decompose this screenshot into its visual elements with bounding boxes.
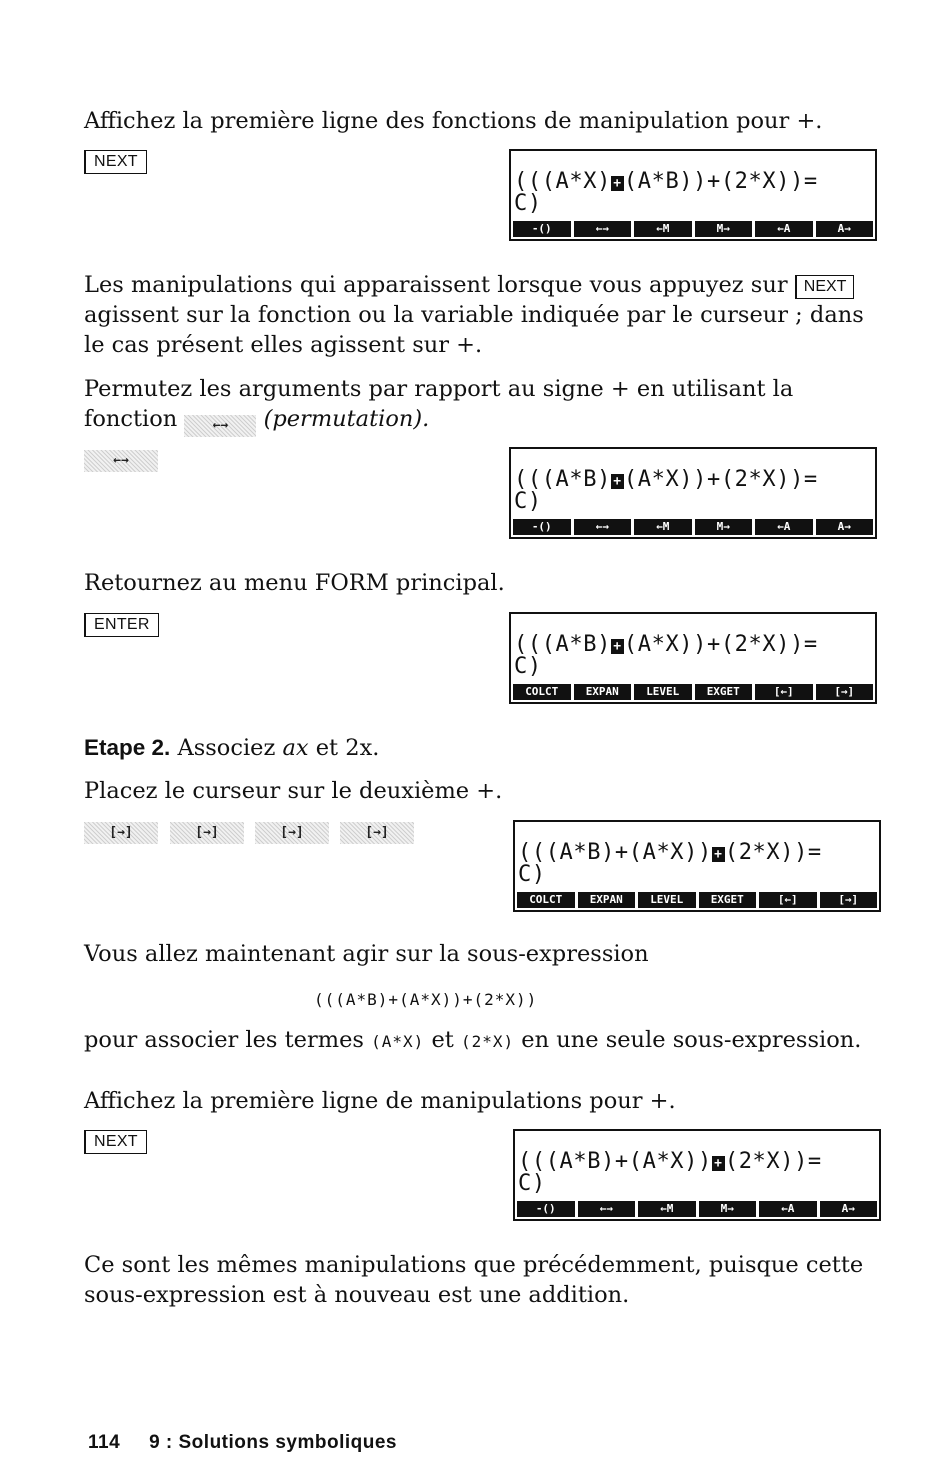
cursor-icon: +: [712, 1156, 725, 1171]
calculator-screen-1: [509, 149, 877, 241]
screen-line-1: (((A*X) + (A*B))+(2*X))=: [514, 169, 818, 194]
menu-key: LEVEL: [638, 892, 696, 908]
cursor-icon: +: [611, 176, 624, 191]
screen-line-2: C): [514, 191, 542, 216]
menu-key: A→: [820, 1201, 878, 1217]
screen-line-2: C): [514, 654, 542, 679]
paragraph-4: Retournez au menu FORM principal.: [84, 570, 505, 596]
paragraph-2: Les manipulations qui apparaissent lorsque vous appuyez sur NEXT agissent sur la fonction ou la variable indiquée par le curseur ; dans le cas présent elles agissent sur +.: [84, 272, 864, 358]
menu-key: COLCT: [517, 892, 575, 908]
enter-key: ENTER: [84, 613, 159, 637]
menu-key: [←]: [759, 892, 817, 908]
menu-key: ←A: [755, 221, 813, 237]
menu-key: [→]: [816, 684, 874, 700]
sub-expression: (((A*B)+(A*X))+(2*X)): [314, 990, 538, 1009]
paragraph-8: Affichez la première ligne de manipulations pour +.: [84, 1088, 676, 1114]
calculator-screen-2: [509, 447, 877, 539]
menu-bar: [513, 519, 873, 535]
paragraph-7: pour associer les termes (A*X) et (2*X) en une seule sous-expression.: [84, 1027, 862, 1053]
menu-bar: [517, 892, 877, 908]
menu-key: [←]: [755, 684, 813, 700]
paragraph-5: Placez le curseur sur le deuxième +.: [84, 778, 503, 804]
menu-key: ←M: [634, 221, 692, 237]
menu-bar: [513, 684, 873, 700]
screen-line-2: C): [518, 862, 546, 887]
menu-key: -(): [517, 1201, 575, 1217]
right-softkey-2: [→]: [170, 822, 244, 844]
menu-key: ←M: [634, 519, 692, 535]
menu-key: ←→: [578, 1201, 636, 1217]
menu-key: EXPAN: [574, 684, 632, 700]
screen-line-2: C): [514, 489, 542, 514]
menu-bar: [517, 1201, 877, 1217]
menu-bar: [513, 221, 873, 237]
paragraph-9: Ce sont les mêmes manipulations que précédemment, puisque cette sous-expression est à nouveau est une addition.: [84, 1252, 864, 1308]
next-key: NEXT: [84, 1130, 147, 1154]
right-softkey-1: [→]: [84, 822, 158, 844]
menu-key: EXGET: [695, 684, 753, 700]
menu-key: ←M: [638, 1201, 696, 1217]
paragraph-6: Vous allez maintenant agir sur la sous-expression: [84, 941, 649, 967]
menu-key: A→: [816, 519, 874, 535]
paragraph-3: Permutez les arguments par rapport au signe + en utilisant la fonction ←→ (permutation).: [84, 374, 874, 437]
swap-softkey-inline: ←→: [184, 415, 256, 437]
cursor-icon: +: [611, 639, 624, 654]
swap-softkey: ←→: [84, 450, 158, 472]
menu-key: EXGET: [699, 892, 757, 908]
menu-key: COLCT: [513, 684, 571, 700]
menu-key: ←A: [755, 519, 813, 535]
menu-key: A→: [816, 221, 874, 237]
next-key: NEXT: [84, 150, 147, 174]
page-number: 114: [88, 1432, 121, 1453]
page-footer: [88, 1432, 397, 1454]
step-heading: Etape 2. Associez ax et 2x.: [84, 735, 380, 761]
menu-key: EXPAN: [578, 892, 636, 908]
menu-key: LEVEL: [634, 684, 692, 700]
cursor-icon: +: [611, 474, 624, 489]
calculator-screen-5: [513, 1129, 881, 1221]
menu-key: ←→: [574, 519, 632, 535]
menu-key: [→]: [820, 892, 878, 908]
right-softkey-3: [→]: [255, 822, 329, 844]
menu-key: ←→: [574, 221, 632, 237]
menu-key: ←A: [759, 1201, 817, 1217]
screen-line-1: (((A*B)+(A*X)) + (2*X))=: [518, 840, 822, 865]
screen-line-2: C): [518, 1171, 546, 1196]
screen-line-1: (((A*B)+(A*X)) + (2*X))=: [518, 1149, 822, 1174]
cursor-icon: +: [712, 847, 725, 862]
menu-key: M→: [695, 221, 753, 237]
screen-line-1: (((A*B) + (A*X))+(2*X))=: [514, 467, 818, 492]
menu-key: M→: [695, 519, 753, 535]
paragraph-1: Affichez la première ligne des fonctions de manipulation pour +.: [84, 108, 823, 134]
chapter-title: 9 : Solutions symboliques: [149, 1432, 397, 1453]
next-key-inline: NEXT: [795, 275, 855, 299]
menu-key: -(): [513, 221, 571, 237]
right-softkey-4: [→]: [340, 822, 414, 844]
calculator-screen-4: [513, 820, 881, 912]
menu-key: -(): [513, 519, 571, 535]
calculator-screen-3: [509, 612, 877, 704]
screen-line-1: (((A*B) + (A*X))+(2*X))=: [514, 632, 818, 657]
menu-key: M→: [699, 1201, 757, 1217]
